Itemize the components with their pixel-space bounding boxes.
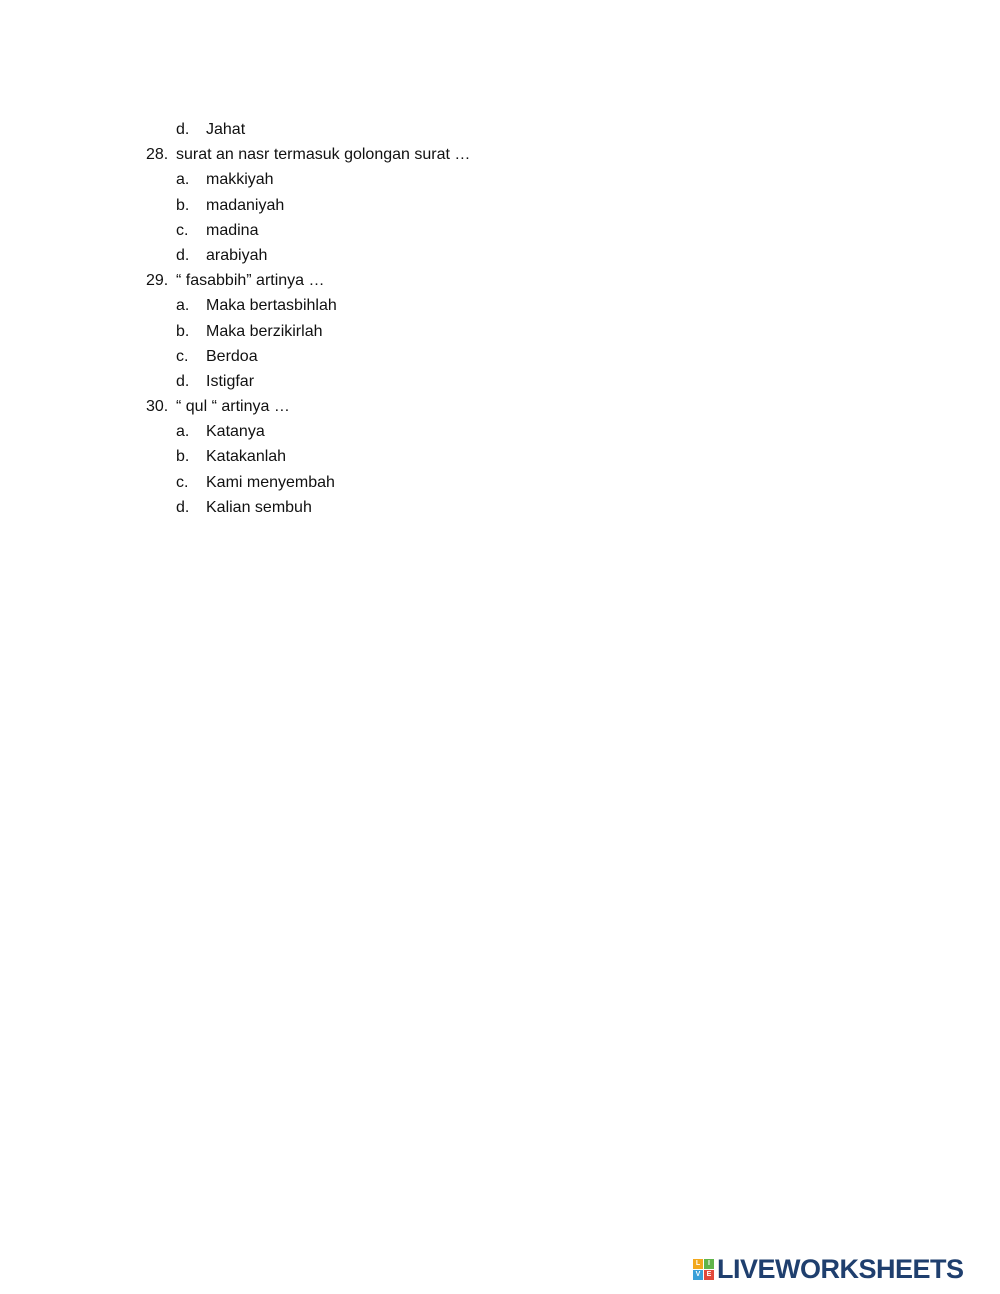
logo-tile: L: [693, 1259, 703, 1269]
option-letter: b.: [176, 322, 190, 340]
question-number: 28.: [146, 146, 169, 164]
question-number: 30.: [146, 398, 169, 416]
option-row: [0, 344, 1000, 369]
question-text: “ qul “ artinya …: [176, 398, 290, 416]
option-text: Istigfar: [206, 372, 255, 390]
option-row: [0, 369, 1000, 394]
option-letter: d.: [176, 246, 190, 264]
option-letter: b.: [176, 196, 190, 214]
option-letter: b.: [176, 448, 190, 466]
option-text: madina: [206, 221, 259, 239]
question-row: [0, 268, 1000, 293]
option-text: Katanya: [206, 423, 265, 441]
option-row: [0, 444, 1000, 469]
option-letter: c.: [176, 347, 189, 365]
option-row: [0, 193, 1000, 218]
logo-tile: I: [704, 1259, 714, 1269]
question-text: “ fasabbih” artinya …: [176, 272, 325, 290]
question-row: [0, 394, 1000, 419]
option-letter: d.: [176, 121, 190, 138]
option-text: Katakanlah: [206, 448, 287, 466]
option-row: [0, 218, 1000, 243]
option-row: [0, 495, 1000, 520]
option-text: Kami menyembah: [206, 473, 335, 491]
option-text: makkiyah: [206, 171, 274, 189]
option-row: [0, 293, 1000, 318]
option-row: [0, 319, 1000, 344]
liveworksheets-brand: [693, 1255, 964, 1283]
option-letter: a.: [176, 423, 190, 441]
logo-tile: E: [704, 1270, 714, 1280]
option-row: [0, 167, 1000, 192]
option-text: Maka berzikirlah: [206, 322, 323, 340]
option-row: [0, 470, 1000, 495]
option-letter: c.: [176, 221, 189, 239]
option-letter: d.: [176, 498, 190, 516]
question-text: surat an nasr termasuk golongan surat …: [176, 146, 471, 164]
option-letter: a.: [176, 171, 190, 189]
option-letter: a.: [176, 297, 190, 315]
worksheet-content: [0, 117, 1000, 520]
option-letter: c.: [176, 473, 189, 491]
option-row: [0, 117, 1000, 142]
logo-tile: V: [693, 1270, 703, 1280]
liveworksheets-logo-icon: [693, 1259, 714, 1280]
option-text: Berdoa: [206, 347, 258, 365]
brand-wordmark: LIVEWORKSHEETS: [717, 1254, 964, 1284]
option-text: madaniyah: [206, 196, 285, 214]
option-text: Kalian sembuh: [206, 498, 312, 516]
option-row: [0, 419, 1000, 444]
option-text: arabiyah: [206, 246, 268, 264]
option-row: [0, 243, 1000, 268]
option-text: Maka bertasbihlah: [206, 297, 337, 315]
option-letter: d.: [176, 372, 190, 390]
question-row: [0, 142, 1000, 167]
option-text: Jahat: [206, 121, 246, 138]
question-number: 29.: [146, 272, 169, 290]
